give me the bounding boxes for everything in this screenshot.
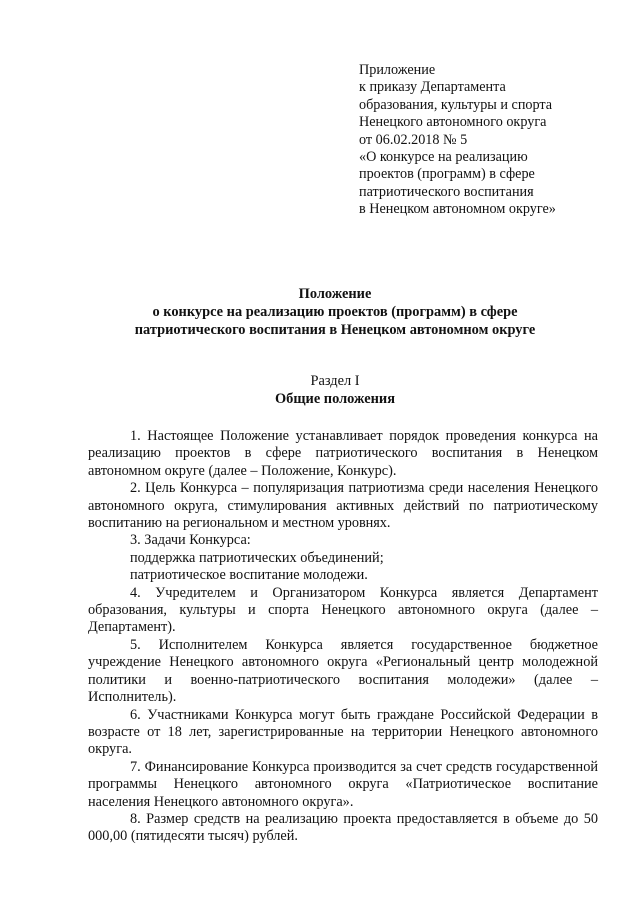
paragraph-4: 4. Учредителем и Организатором Конкурса является Департамент образования, культуры и спорта Ненецкого автономного округа (далее – Департамент).	[88, 584, 598, 636]
section-heading	[70, 373, 600, 409]
title-line: Положение	[298, 286, 372, 302]
appendix-line: проектов (программ) в сфере	[359, 166, 535, 183]
appendix-line: Приложение	[359, 62, 436, 78]
task-item: поддержка патриотических объединений;	[130, 549, 384, 566]
appendix-line: в Ненецком автономном округе»	[359, 201, 556, 218]
appendix-line: патриотического воспитания	[359, 183, 534, 200]
title-line: патриотического воспитания в Ненецком автономном округе	[134, 321, 536, 338]
paragraph-5: 5. Исполнителем Конкурса является государственное бюджетное учреждение Ненецкого автономного округа «Региональный центр молодежной политики и военно-патриотического воспитания молодежи» (далее – Исполнитель).	[88, 636, 598, 706]
appendix-line: «О конкурсе на реализацию	[359, 149, 528, 166]
appendix-line: Ненецкого автономного округа	[359, 114, 547, 131]
document-body	[88, 428, 598, 846]
appendix-line: образования, культуры и спорта	[359, 96, 553, 113]
paragraph-2: 2. Цель Конкурса – популяризация патриотизма среди населения Ненецкого автономного округа, стимулирования активных действий по патриотическому воспитанию на региональном и местном уровнях.	[88, 480, 598, 532]
appendix-line: от 06.02.2018 № 5	[359, 131, 468, 148]
section-title: Общие положения	[274, 390, 396, 407]
paragraph-7: 7. Финансирование Конкурса производится за счет средств государственной программы Ненецкого автономного округа «Патриотическое воспитание населения Ненецкого автономного округа».	[88, 758, 598, 810]
appendix-header	[359, 62, 619, 219]
title-line: о конкурсе на реализацию проектов (программ) в сфере	[152, 303, 518, 320]
paragraph-6: 6. Участниками Конкурса могут быть граждане Российской Федерации в возрасте от 18 лет, зарегистрированные на территории Ненецкого автономного округа.	[88, 706, 598, 758]
paragraph-3: 3. Задачи Конкурса:	[130, 532, 251, 549]
paragraph-1: 1. Настоящее Положение устанавливает порядок проведения конкурса на реализацию проектов в сфере патриотического воспитания в Ненецком автономном округе (далее – Положение, Конкурс).	[88, 428, 598, 479]
task-item: патриотическое воспитание молодежи.	[130, 567, 368, 584]
section-number: Раздел I	[310, 373, 360, 389]
paragraph-8: 8. Размер средств на реализацию проекта предоставляется в объеме до 50 000,00 (пятидесяти тысяч) рублей.	[88, 810, 598, 845]
appendix-line: к приказу Департамента	[359, 79, 506, 96]
document-title	[70, 286, 600, 339]
